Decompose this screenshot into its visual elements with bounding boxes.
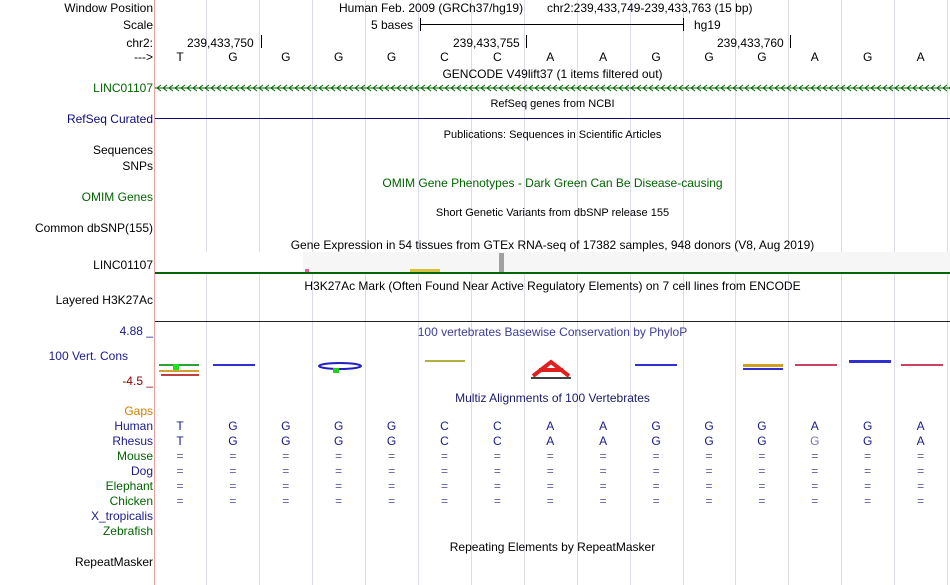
alignment-base: = xyxy=(176,449,184,463)
alignment-base: T xyxy=(176,434,184,448)
alignment-base: A xyxy=(810,419,819,433)
base-letter: G xyxy=(651,50,661,64)
cons-logo-track[interactable] xyxy=(155,356,950,382)
alignment-base: = xyxy=(493,464,501,478)
alignment-base: = xyxy=(546,464,554,478)
alignment-base: = xyxy=(176,494,184,508)
species-label[interactable]: X_tropicalis xyxy=(90,509,153,523)
alignment-base: = xyxy=(599,464,607,478)
alignment-base: = xyxy=(652,449,660,463)
alignment-base: A xyxy=(546,434,555,448)
alignment-base: G xyxy=(281,419,291,433)
h3k27-title[interactable]: H3K27Ac Mark (Often Found Near Active Regulatory Elements) on 7 cell lines from ENCODE xyxy=(304,279,801,293)
alignment-base: = xyxy=(599,479,607,493)
alignment-base: = xyxy=(388,464,396,478)
coord-tick-1 xyxy=(261,35,262,48)
alignment-base: G xyxy=(228,419,238,433)
base-letter: G xyxy=(334,50,344,64)
alignment-base: = xyxy=(440,464,448,478)
alignment-base: = xyxy=(917,479,925,493)
base-letter: A xyxy=(599,50,608,64)
alignment-base: = xyxy=(388,449,396,463)
alignment-base: = xyxy=(811,494,819,508)
assembly-title: Human Feb. 2009 (GRCh37/hg19) xyxy=(339,1,524,15)
base-letter: G xyxy=(386,50,397,64)
omim-title[interactable]: OMIM Gene Phenotypes - Dark Green Can Be Disease-causing xyxy=(382,176,723,190)
alignment-base: = xyxy=(546,449,554,463)
species-label[interactable]: Rhesus xyxy=(112,434,153,448)
alignment-base: G xyxy=(281,434,291,448)
base-letter: C xyxy=(440,50,449,64)
alignment-base: G xyxy=(704,434,714,448)
alignment-base: C xyxy=(440,419,449,433)
species-label[interactable]: Zebrafish xyxy=(102,524,153,538)
base-letter: C xyxy=(493,50,502,64)
base-letter: G xyxy=(281,50,291,64)
alignment-base: = xyxy=(335,479,343,493)
alignment-base: = xyxy=(864,494,872,508)
scale-text: 5 bases xyxy=(371,18,414,32)
alignment-base: = xyxy=(864,464,872,478)
coord-2: 239,433,755 xyxy=(453,36,520,50)
pubs-label[interactable]: Sequences xyxy=(92,143,153,157)
base-letter: G xyxy=(228,50,238,64)
gencode-item-label[interactable]: LINC01107 xyxy=(93,81,153,95)
omim-label[interactable]: OMIM Genes xyxy=(81,190,153,204)
alignment-base: = xyxy=(811,449,819,463)
h3k27-label[interactable]: Layered H3K27Ac xyxy=(55,293,153,307)
alignment-base: = xyxy=(758,464,766,478)
repeat-title[interactable]: Repeating Elements by RepeatMasker xyxy=(449,540,656,554)
cons-label[interactable]: 100 Vert. Cons xyxy=(48,349,128,363)
refseq-gene-line[interactable] xyxy=(155,118,950,119)
alignment-base: = xyxy=(705,494,713,508)
alignment-base: T xyxy=(176,419,184,433)
alignment-base: = xyxy=(864,479,872,493)
coord-tick-3 xyxy=(790,35,791,48)
alignment-base: = xyxy=(282,479,290,493)
alignment-base: G xyxy=(334,419,344,433)
dbsnp-title[interactable]: Short Genetic Variants from dbSNP release 155 xyxy=(435,207,670,219)
species-label[interactable]: Chicken xyxy=(109,494,153,508)
base-letter: G xyxy=(863,50,873,64)
alignment-base: = xyxy=(652,479,660,493)
alignment-base: = xyxy=(705,464,713,478)
alignment-base: G xyxy=(704,419,714,433)
scale-assembly: hg19 xyxy=(694,18,721,32)
alignment-base: G xyxy=(386,419,397,433)
gencode-gene-track[interactable] xyxy=(155,84,950,92)
gaps-label[interactable]: Gaps xyxy=(124,404,153,418)
strand-label[interactable]: ---> xyxy=(134,50,153,64)
coord-tick-2 xyxy=(526,35,527,48)
chr-label: chr2: xyxy=(126,36,153,50)
alignment-base: C xyxy=(440,434,449,448)
alignment-base: A xyxy=(599,434,608,448)
alignment-base: = xyxy=(917,449,925,463)
repeat-label[interactable]: RepeatMasker xyxy=(74,555,153,569)
alignment-base: = xyxy=(917,494,925,508)
alignment-base: = xyxy=(864,449,872,463)
alignment-base: = xyxy=(811,464,819,478)
scale-bar xyxy=(420,24,684,25)
pubs-title[interactable]: Publications: Sequences in Scientific Articles xyxy=(443,129,662,141)
alignment-base: = xyxy=(388,479,396,493)
gtex-label[interactable]: LINC01107 xyxy=(93,258,153,272)
alignment-base: A xyxy=(546,419,555,433)
coord-1: 239,433,750 xyxy=(187,36,254,50)
alignment-base: = xyxy=(705,449,713,463)
alignment-base: = xyxy=(652,494,660,508)
alignment-base: = xyxy=(229,479,237,493)
alignment-base: G xyxy=(228,434,238,448)
alignment-base: = xyxy=(493,494,501,508)
alignment-base: = xyxy=(388,494,396,508)
base-letter: A xyxy=(916,50,925,64)
alignment-base: = xyxy=(176,479,184,493)
alignment-base: = xyxy=(440,479,448,493)
gencode-title[interactable]: GENCODE V49lift37 (1 items filtered out) xyxy=(442,67,663,81)
position-range: chr2:239,433,749-239,433,763 (15 bp) xyxy=(547,1,753,15)
refseq-label[interactable]: RefSeq Curated xyxy=(66,112,153,126)
cons-title[interactable]: 100 vertebrates Basewise Conservation by PhyloP xyxy=(417,325,688,339)
alignment-base: G xyxy=(386,434,397,448)
base-letter: T xyxy=(176,50,184,64)
coord-3: 239,433,760 xyxy=(717,36,784,50)
alignment-base: = xyxy=(493,479,501,493)
alignment-base: C xyxy=(493,419,502,433)
alignment-base: A xyxy=(599,419,608,433)
alignment-base: = xyxy=(546,494,554,508)
gtex-title[interactable]: Gene Expression in 54 tissues from GTEx RNA-seq of 17382 samples, 948 donors (V8, Aug 2019) xyxy=(290,238,815,252)
alignment-base: = xyxy=(599,449,607,463)
alignment-base: = xyxy=(917,464,925,478)
alignment-base: G xyxy=(863,419,873,433)
alignment-base: = xyxy=(440,494,448,508)
species-label[interactable]: Elephant xyxy=(105,479,153,493)
window-position-label: Window Position xyxy=(64,1,153,15)
cons-max-label: 4.88 _ xyxy=(119,324,153,338)
base-letter: A xyxy=(810,50,819,64)
multiz-title[interactable]: Multiz Alignments of 100 Vertebrates xyxy=(455,391,650,405)
species-label[interactable]: Mouse xyxy=(116,449,153,463)
alignment-base: G xyxy=(757,419,767,433)
alignment-base: = xyxy=(282,464,290,478)
scale-tick-right xyxy=(683,18,684,31)
alignment-base: A xyxy=(916,419,925,433)
alignment-base: G xyxy=(651,419,661,433)
alignment-base: = xyxy=(758,479,766,493)
alignment-base: G xyxy=(810,434,820,448)
alignment-base: = xyxy=(599,494,607,508)
scale-label: Scale xyxy=(122,18,153,32)
alignment-base: C xyxy=(493,434,502,448)
alignment-base: G xyxy=(863,434,873,448)
alignment-base: = xyxy=(546,479,554,493)
alignment-base: = xyxy=(282,449,290,463)
alignment-base: = xyxy=(758,494,766,508)
refseq-title[interactable]: RefSeq genes from NCBI xyxy=(490,98,615,110)
alignment-base: = xyxy=(335,494,343,508)
h3k27-baseline xyxy=(155,321,950,322)
alignment-base: = xyxy=(335,464,343,478)
gtex-expression-track[interactable] xyxy=(155,250,950,276)
alignment-base: = xyxy=(282,494,290,508)
base-letter: G xyxy=(704,50,714,64)
alignment-base: = xyxy=(440,449,448,463)
alignment-base: = xyxy=(758,449,766,463)
alignment-base: = xyxy=(229,464,237,478)
alignment-base: = xyxy=(229,494,237,508)
cons-min-label: -4.5 _ xyxy=(122,374,153,388)
scale-tick-left xyxy=(420,18,421,31)
alignment-base: = xyxy=(811,479,819,493)
snps-label[interactable]: SNPs xyxy=(122,159,153,173)
alignment-base: = xyxy=(705,479,713,493)
alignment-base: = xyxy=(493,449,501,463)
base-letter: G xyxy=(757,50,767,64)
alignment-base: = xyxy=(229,449,237,463)
alignment-base: G xyxy=(334,434,344,448)
dbsnp-label[interactable]: Common dbSNP(155) xyxy=(34,221,153,235)
species-label[interactable]: Human xyxy=(114,419,153,433)
alignment-base: A xyxy=(916,434,925,448)
species-label[interactable]: Dog xyxy=(130,464,153,478)
alignment-base: = xyxy=(335,449,343,463)
base-letter: A xyxy=(546,50,555,64)
alignment-base: G xyxy=(757,434,767,448)
alignment-base: = xyxy=(652,464,660,478)
alignment-base: G xyxy=(651,434,661,448)
alignment-base: = xyxy=(176,464,184,478)
